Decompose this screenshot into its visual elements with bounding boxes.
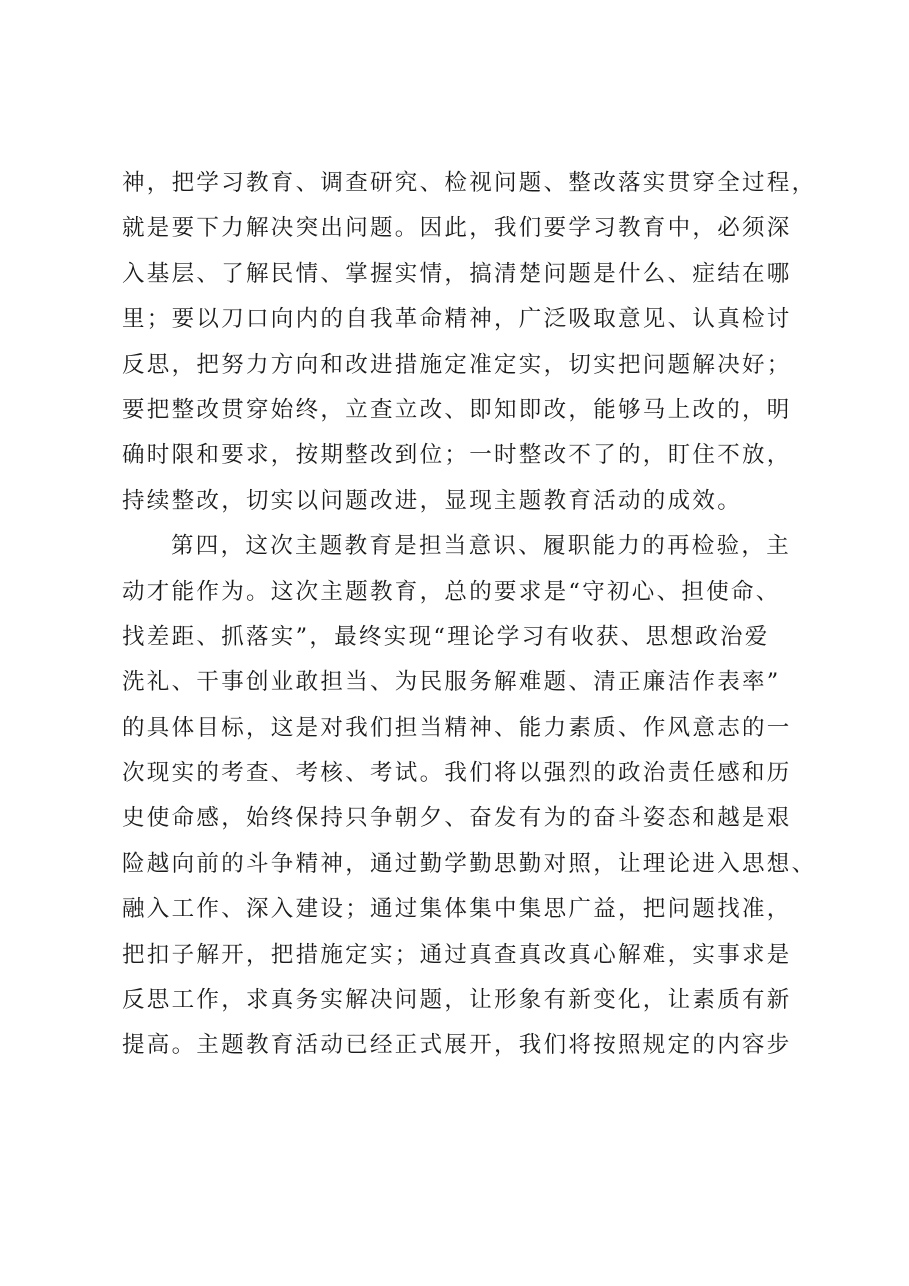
- paragraph-start-line: 第四，这次主题教育是担当意识、履职能力的再检验，主: [171, 533, 792, 560]
- text-line: 反思工作，求真务实解决问题，让形象有新变化，让素质有新: [122, 987, 792, 1014]
- body-text: [122, 161, 822, 1069]
- text-line: 确时限和要求，按期整改到位；一时整改不了的，盯住不放，: [122, 442, 792, 469]
- text-line: 的具体目标，这是对我们担当精神、能力素质、作风意志的一: [122, 714, 792, 741]
- text-line: 动才能作为。这次主题教育，总的要求是“守初心、担使命、: [122, 578, 781, 605]
- text-line: 融入工作、深入建设；通过集体集中集思广益，把问题找准，: [122, 896, 792, 923]
- text-line: 持续整改，切实以问题改进，显现主题教育活动的成效。: [122, 487, 743, 514]
- text-line: 神，把学习教育、调查研究、检视问题、整改落实贯穿全过程，: [122, 170, 817, 196]
- text-line: 就是要下力解决突出问题。因此，我们要学习教育中，必须深: [122, 215, 792, 242]
- text-line: 找差距、抓落实”，最终实现“理论学习有收获、思想政治爱: [122, 623, 770, 650]
- text-line: 入基层、了解民情、掌握实情，搞清楚问题是什么、症结在哪: [122, 260, 792, 287]
- text-line: 险越向前的斗争精神，通过勤学勤思勤对照，让理论进入思想、: [122, 850, 817, 877]
- text-line: 史使命感，始终保持只争朝夕、奋发有为的奋斗姿态和越是艰: [122, 805, 792, 832]
- text-line: 反思，把努力方向和改进措施定准定实，切实把问题解决好；: [122, 351, 792, 378]
- text-line: 次现实的考查、考核、考试。我们将以强烈的政治责任感和历: [122, 760, 792, 787]
- text-line: 提高。主题教育活动已经正式展开，我们将按照规定的内容步: [122, 1032, 792, 1059]
- text-line: 把扣子解开，把措施定实；通过真查真改真心解难，实事求是: [122, 941, 792, 968]
- text-line: 洗礼、干事创业敢担当、为民服务解难题、清正廉洁作表率”: [122, 669, 781, 696]
- text-line: 里；要以刀口向内的自我革命精神，广泛吸取意见、认真检讨: [122, 306, 792, 333]
- text-line: 要把整改贯穿始终，立查立改、即知即改，能够马上改的，明: [122, 396, 792, 423]
